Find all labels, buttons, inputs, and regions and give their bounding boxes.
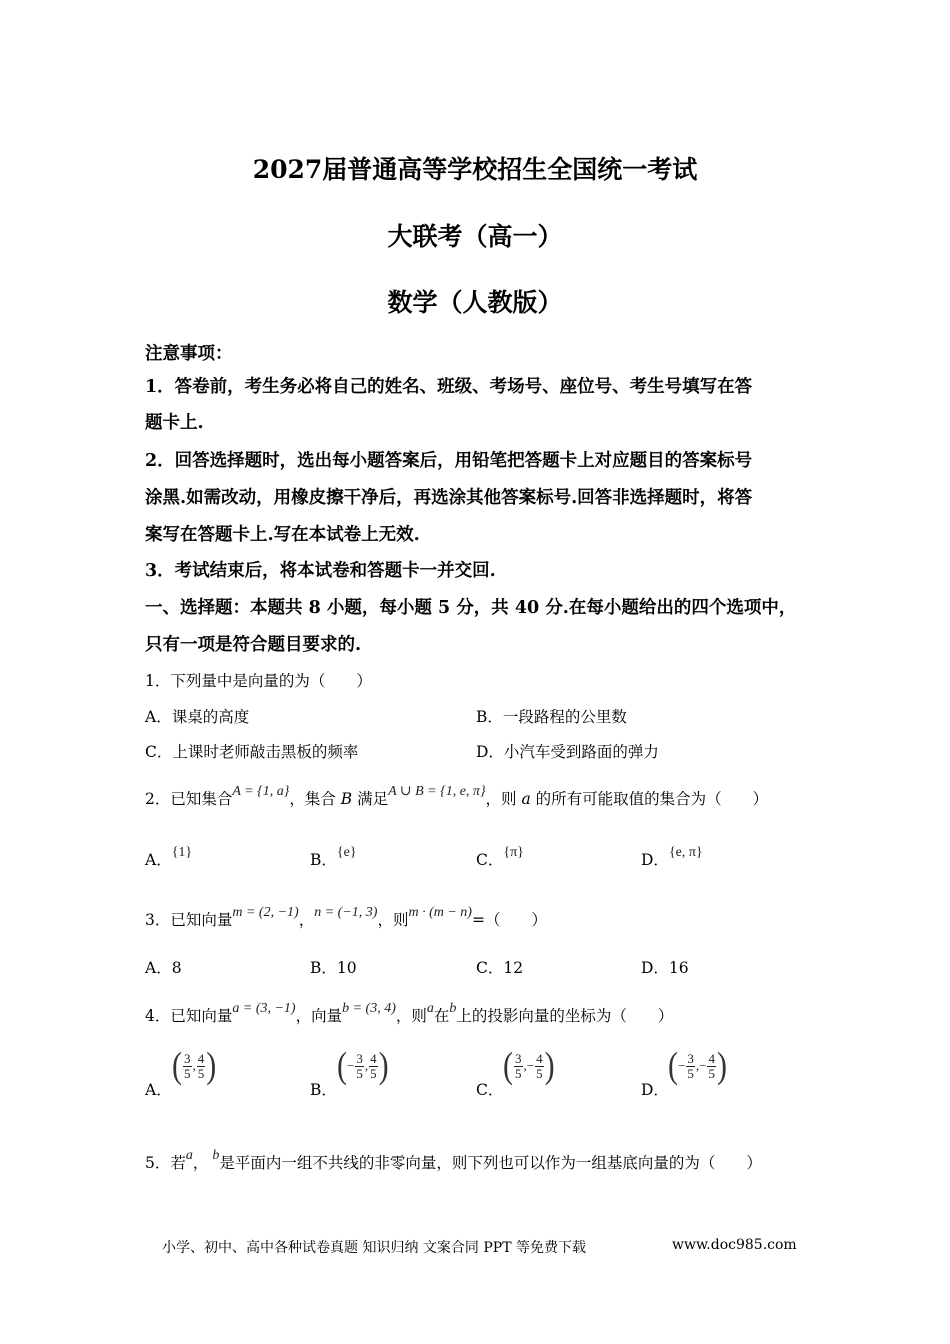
- comma: ,: [192, 1058, 196, 1073]
- q2-option-d-label: D．: [641, 851, 669, 869]
- denominator: 5: [515, 1065, 522, 1081]
- q1-option-d: D．小汽车受到路面的弹力: [476, 743, 659, 761]
- note-1-line-1: 1．答卷前，考生务必将自己的姓名、班级、考场号、座位号、考生号填写在答: [145, 377, 753, 397]
- q2-option-c-math: {π}: [503, 845, 524, 860]
- numerator: 4: [370, 1050, 377, 1066]
- numerator: 4: [536, 1050, 543, 1066]
- comma: ,: [695, 1058, 700, 1073]
- left-paren: (: [172, 1044, 182, 1086]
- note-1-line-2: 题卡上.: [145, 413, 204, 433]
- q3-option-b: B．10: [310, 959, 357, 977]
- numerator: 3: [184, 1050, 191, 1066]
- comma: ,: [523, 1058, 527, 1073]
- q2-text-4: ，则: [485, 790, 522, 808]
- q1-stem: 1．下列量中是向量的为（ ）: [145, 672, 372, 690]
- q5-text-1: 5．若: [145, 1154, 186, 1172]
- q5-var-b: b: [212, 1148, 220, 1163]
- q2-var-b: B: [340, 790, 353, 808]
- q3-option-a: A．8: [145, 959, 182, 977]
- q3-stem: [145, 905, 547, 930]
- right-paren: ): [378, 1044, 389, 1086]
- q3-text-2: ，: [298, 911, 315, 929]
- q2-option-d-math: {e, π}: [668, 845, 703, 860]
- denominator: 5: [708, 1065, 715, 1081]
- q2-option-a-math: {1}: [171, 845, 193, 860]
- q3-text-4: =（ ）: [471, 911, 547, 929]
- q4-option-a-math: [172, 1044, 217, 1086]
- note-3: 3．考试结束后，将本试卷和答题卡一并交回.: [145, 561, 496, 581]
- q1-option-a: A．课桌的高度: [145, 708, 250, 726]
- q5-text-2: ，: [192, 1154, 209, 1172]
- denominator: 5: [536, 1065, 543, 1081]
- q2-text-5: 的所有可能取值的集合为（ ）: [530, 790, 769, 808]
- q2-text-1: 2．已知集合: [145, 790, 233, 808]
- minus-sign: −: [526, 1058, 535, 1073]
- q2-option-a: [145, 845, 193, 870]
- q2-union-formula: A ∪ B = {1, e, π}: [388, 784, 486, 799]
- q5-stem: [145, 1148, 762, 1173]
- q4-text-4: 在: [433, 1007, 450, 1025]
- q4-stem: [145, 1001, 674, 1026]
- denominator: 5: [197, 1065, 205, 1081]
- numerator: 3: [687, 1050, 694, 1066]
- q4-text-3: ，则: [395, 1007, 427, 1025]
- fraction: [514, 1052, 523, 1081]
- q3-text-3: ，则: [377, 911, 409, 929]
- q2-stem: [145, 784, 769, 809]
- fraction: [355, 1052, 364, 1081]
- notes-heading: 注意事项：: [145, 344, 233, 364]
- q4-option-c-label: C．: [476, 1081, 504, 1099]
- q4-option-b-label: B．: [310, 1081, 337, 1099]
- q4-option-a-label: A．: [145, 1081, 172, 1099]
- q5-text-3: 是平面内一组不共线的非零向量，则下列也可以作为一组基底向量的为（ ）: [219, 1154, 762, 1172]
- minus-sign: −: [347, 1058, 355, 1073]
- note-2-line-2: 涂黑.如需改动，用橡皮擦干净后，再选涂其他答案标号.回答非选择题时，将答: [145, 488, 753, 508]
- footer-url[interactable]: www.doc985.com: [672, 1237, 797, 1253]
- q4-option-c-math: [503, 1044, 555, 1086]
- comma: ,: [364, 1058, 369, 1073]
- q4-var-b: b: [449, 1001, 457, 1016]
- note-2-line-3: 案写在答题卡上.写在本试卷上无效.: [145, 525, 420, 545]
- left-paren: (: [337, 1044, 347, 1086]
- q3-option-d: D．16: [641, 959, 689, 977]
- exam-title: 2027届普通高等学校招生全国统一考试: [252, 155, 698, 184]
- q1-option-c: C．上课时老师敲击黑板的频率: [145, 743, 359, 761]
- right-paren: ): [716, 1044, 727, 1086]
- q3-vector-n-formula: n = (−1, 3): [314, 905, 378, 920]
- q4-option-d-math: [668, 1044, 727, 1086]
- numerator: 4: [197, 1050, 205, 1066]
- q4-option-d-label: D．: [641, 1081, 669, 1099]
- denominator: 5: [687, 1065, 694, 1081]
- right-paren: ): [206, 1044, 217, 1086]
- q3-dot-product-formula: m · (m − n): [408, 905, 472, 920]
- q2-set-a-formula: A = {1, a}: [232, 784, 290, 799]
- q2-option-c: [476, 845, 524, 870]
- denominator: 5: [370, 1065, 377, 1081]
- fraction: [369, 1052, 378, 1081]
- numerator: 4: [708, 1050, 715, 1066]
- exam-subtitle: 大联考（高一）: [387, 222, 563, 251]
- q4-text-2: ，向量: [295, 1007, 343, 1025]
- fraction: [183, 1052, 192, 1081]
- q2-option-d: [641, 845, 703, 870]
- fraction: [197, 1052, 206, 1081]
- footer-text: 小学、初中、高中各种试卷真题 知识归纳 文案合同 PPT 等免费下载: [162, 1240, 586, 1256]
- section-1-line-1: 一、选择题：本题共 8 小题，每小题 5 分，共 40 分.在每小题给出的四个选项中，: [145, 598, 797, 618]
- q4-option-b-math: [337, 1044, 389, 1086]
- q5-var-a: a: [185, 1148, 193, 1163]
- q4-vector-a-formula: a = (3, −1): [232, 1001, 296, 1016]
- q2-option-c-label: C．: [476, 851, 504, 869]
- section-1-line-2: 只有一项是符合题目要求的.: [145, 635, 362, 655]
- numerator: 3: [515, 1050, 522, 1066]
- q1-option-b: B．一段路程的公里数: [476, 708, 627, 726]
- q2-text-2: ，集合: [289, 790, 341, 808]
- q4-text-5: 上的投影向量的坐标为（ ）: [456, 1007, 674, 1025]
- exam-subject: 数学（人教版）: [387, 288, 563, 317]
- q2-option-a-label: A．: [145, 851, 172, 869]
- numerator: 3: [356, 1050, 363, 1066]
- left-paren: (: [503, 1044, 513, 1086]
- minus-sign: −: [699, 1058, 707, 1073]
- fraction: [686, 1052, 695, 1081]
- note-2-line-1: 2．回答选择题时，选出每小题答案后，用铅笔把答题卡上对应题目的答案标号: [145, 451, 753, 471]
- q3-option-c: C．12: [476, 959, 524, 977]
- q3-vector-m-formula: m = (2, −1): [232, 905, 299, 920]
- q2-var-a: a: [521, 790, 531, 808]
- q2-option-b: [310, 845, 357, 870]
- fraction: [535, 1052, 544, 1081]
- q4-var-a: a: [426, 1001, 434, 1016]
- q2-option-b-math: {e}: [336, 845, 357, 860]
- denominator: 5: [356, 1065, 363, 1081]
- q4-vector-b-formula: b = (3, 4): [342, 1001, 396, 1016]
- fraction: [707, 1052, 716, 1081]
- q3-text-1: 3．已知向量: [145, 911, 233, 929]
- q2-text-3: 满足: [352, 790, 389, 808]
- right-paren: ): [544, 1044, 555, 1086]
- left-paren: (: [668, 1044, 678, 1086]
- q4-text-1: 4．已知向量: [145, 1007, 233, 1025]
- q2-option-b-label: B．: [310, 851, 337, 869]
- denominator: 5: [184, 1065, 191, 1081]
- minus-sign: −: [678, 1058, 686, 1073]
